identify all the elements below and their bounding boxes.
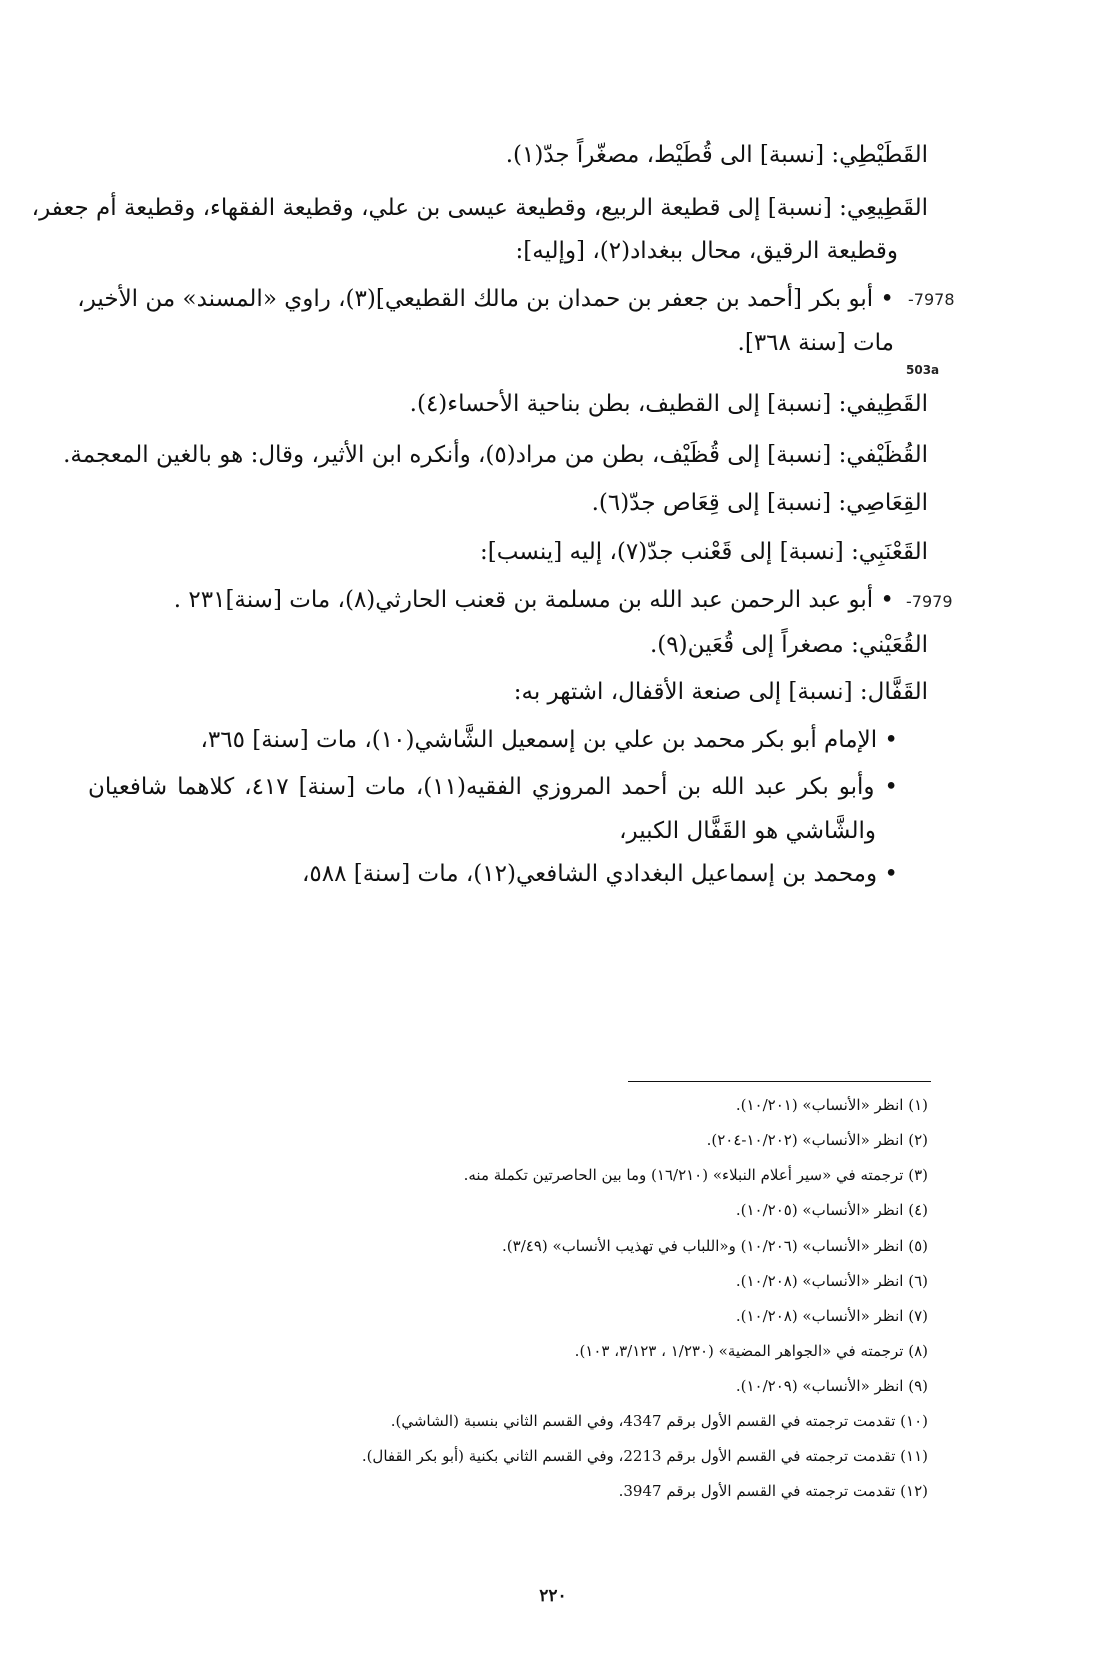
footnote: (١) انظر «الأنساب» (١٠/٢٠١). [735,1096,928,1114]
entry-qiasi: القِعَاصِي: [نسبة] إلى قِعَاص جدّ(٦). [591,490,928,516]
footnote: (٥) انظر «الأنساب» (١٠/٢٠٦) و«اللباب في تهذيب الأنساب» (٣/٤٩). [502,1237,928,1255]
entry-marwazi: • وأبو بكر عبد الله بن أحمد المروزي الفقيه(١١)، مات [سنة] ٤١٧، كلاهما شافعيان [88,774,898,800]
footnote: (٦) انظر «الأنساب» (١٠/٢٠٨). [735,1272,928,1290]
entry-qatii: القَطِيعِي: [نسبة] إلى قطيعة الربيع، وقطيعة عيسى بن علي، وقطيعة الفقهاء، وقطيعة أم جعفر، [31,195,928,221]
entry-shashi: • الإمام أبو بكر محمد بن علي بن إسمعيل الشَّاشي(١٠)، مات [سنة] ٣٦٥، [200,727,898,753]
footnote: (٧) انظر «الأنساب» (١٠/٢٠٨). [735,1307,928,1325]
entry-qutayti: القَطَيْطِي: [نسبة] الى قُطَيْط، مصغّراً جدّ(١). [505,142,928,168]
entry-qaffal: القَفَّال: [نسبة] إلى صنعة الأقفال، اشتهر به: [513,679,928,705]
entry-quzayfi: القُظَيْفي: [نسبة] إلى قُظَيْف، بطن من مراد(٥)، وأنكره ابن الأثير، وقال: هو بالغين المعجمة. [63,442,928,468]
footnote: (١٠) تقدمت ترجمته في القسم الأول برقم 4347، وفي القسم الثاني بنسبة (الشاشي). [390,1412,928,1430]
footnote: (١١) تقدمت ترجمته في القسم الأول برقم 2213، وفي القسم الثاني بكنية (أبو بكر القفال). [361,1447,928,1465]
entry-qatii-cont: وقطيعة الرقيق، محال ببغداد(٢)، [وإليه]: [515,238,898,264]
entry-baghdadi: • ومحمد بن إسماعيل البغدادي الشافعي(١٢)، مات [سنة] ٥٨٨، [301,861,898,887]
entry-number: -7978 [908,290,955,309]
entry-number: -7979 [906,592,953,611]
footnote: (٣) ترجمته في «سير أعلام النبلاء» (١٦/٢١٠) وما بين الحاصرتين تكملة منه. [463,1166,928,1184]
footnote: (٢) انظر «الأنساب» (١٠/٢٠٢-٢٠٤). [706,1131,928,1149]
footnote: (٨) ترجمته في «الجواهر المضية» (١/٢٣٠ ، ٣/١٢٣، ١٠٣). [574,1342,928,1360]
footnote-separator [628,1081,931,1082]
entry-quayni: القُعَيْني: مصغراً إلى قُعَين(٩). [649,632,928,658]
footnote: (٩) انظر «الأنساب» (١٠/٢٠٩). [735,1377,928,1395]
entry-qanabi: القَعْنَبِي: [نسبة] إلى قَعْنب جدّ(٧)، إليه [ينسب]: [480,539,928,565]
entry-abu-bakr-qatii-cont: مات [سنة ٣٦٨]. [737,330,894,356]
footnote: (١٢) تقدمت ترجمته في القسم الأول برقم 3947. [618,1482,928,1500]
entry-abu-bakr-qatii: • أبو بكر [أحمد بن جعفر بن حمدان بن مالك القطيعي](٣)، راوي «المسند» من الأخير، [77,286,894,312]
footnote: (٤) انظر «الأنساب» (١٠/٢٠٥). [735,1201,928,1219]
entry-abu-abdurrahman: • أبو عبد الرحمن عبد الله بن مسلمة بن قعنب الحارثي(٨)، مات [سنة]٢٣١ . [173,587,894,613]
page-number: ٢٢٠ [539,1586,567,1606]
entry-qatifi: القَطِيفي: [نسبة] إلى القطيف، بطن بناحية الأحساء(٤). [409,391,928,417]
folio-marker: 503a [906,363,940,377]
entry-marwazi-cont: والشَّاشي هو القَفَّال الكبير، [619,818,876,844]
